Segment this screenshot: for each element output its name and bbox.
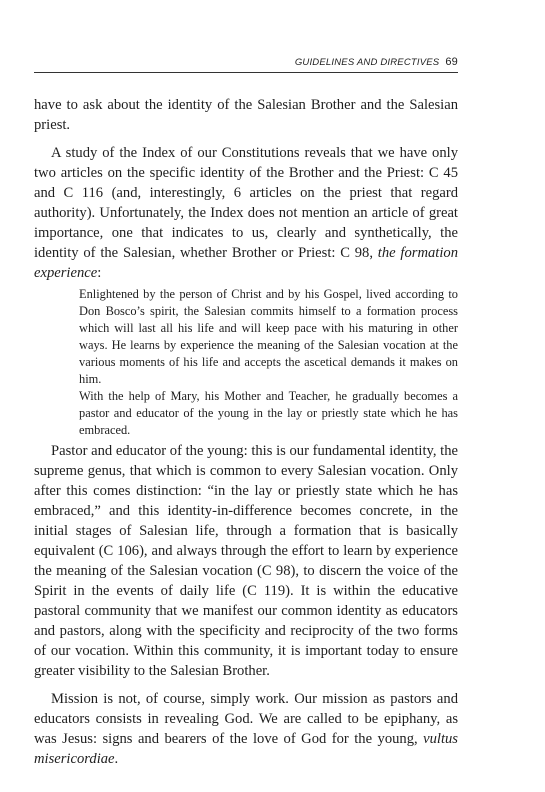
paragraph-4-italic: vultus misericordiae bbox=[34, 731, 458, 767]
paragraph-4 bbox=[34, 689, 458, 769]
paragraph-2-end: : bbox=[97, 265, 102, 281]
running-header bbox=[34, 56, 458, 73]
running-title: GUIDELINES AND DIRECTIVES bbox=[294, 57, 440, 68]
paragraph-4-text: Mission is not, of course, simply work. Our mission as pastors and educators consists in revealing God. We are called to be epiphany, as was Jesus: signs and bearers of the love of God for the young, bbox=[34, 691, 458, 747]
paragraph-4-end: . bbox=[114, 751, 119, 767]
quote-paragraph-2: With the help of Mary, his Mother and Teacher, he gradually becomes a pastor and educator of the young in the lay or priestly state which he has embraced. bbox=[79, 389, 458, 437]
paragraph-2 bbox=[34, 143, 458, 283]
paragraph-1: have to ask about the identity of the Salesian Brother and the Salesian priest. bbox=[34, 97, 458, 133]
page-number: 69 bbox=[445, 56, 458, 68]
paragraph-3: Pastor and educator of the young: this is our fundamental identity, the supreme genus, that which is common to every Salesian vocation. Only after this comes distinction: “in the lay or priestly state which he has embraced,” and this identity-in-difference becomes concrete, in the initial stages of Salesian life, through a formation that is basically equivalent (C 106), and always through the effort to learn by experience the meaning of the Salesian vocation (C 98), to discern the voice of the Spirit in the events of daily life (C 119). It is within the educative pastoral community that we manifest our common identity as educators and pastors, along with the specificity and reciprocity of the two forms of our vocation. Within this community, it is important today to ensure greater visibility to the Salesian Brother. bbox=[34, 443, 458, 679]
paragraph-2-text: A study of the Index of our Constitutions reveals that we have only two articles on the specific identity of the Brother and the Priest: C 45 and C 116 (and, interestingly, 6 articles on the priest that regard authority). Unfortunately, the Index does not mention an article of great importance, one that indicates to us, clearly and synthetically, the identity of the Salesian, whether Brother or Priest: C 98, bbox=[34, 145, 458, 261]
quote-paragraph-1: Enlightened by the person of Christ and by his Gospel, lived according to Don Bosco’s spirit, the Salesian commits himself to a formation process which will last all his life and will keep pace with his maturing in other ways. He learns by experience the meaning of the Salesian vocation at the various moments of his life and accepts the ascetical demands it makes on him. bbox=[79, 287, 458, 386]
paragraph-2-italic: the formation experience bbox=[34, 245, 458, 281]
body-text bbox=[34, 95, 458, 769]
block-quote bbox=[79, 286, 458, 439]
